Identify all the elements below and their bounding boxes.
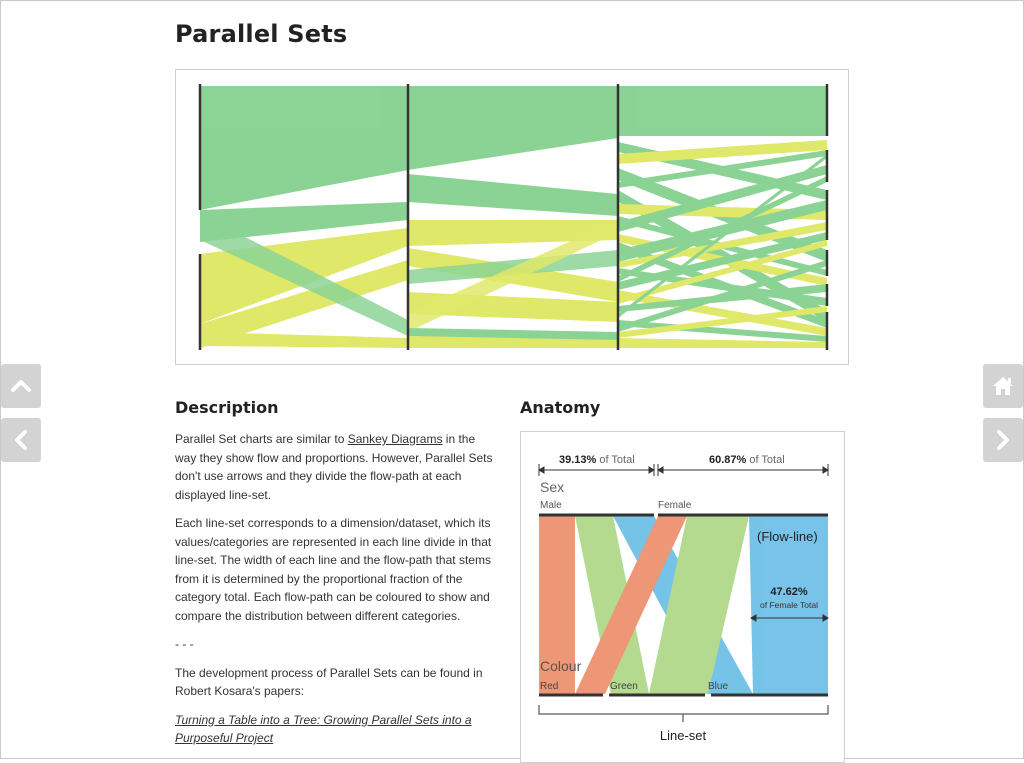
flow-path xyxy=(408,86,618,170)
left-percentage: 39.13% of Total xyxy=(559,454,635,466)
home-icon xyxy=(990,373,1016,399)
home-button[interactable] xyxy=(983,364,1023,408)
category-female-label: Female xyxy=(658,500,692,511)
arrow-head xyxy=(539,467,544,473)
arrow-head xyxy=(658,467,663,473)
category-green-label: Green xyxy=(610,681,638,692)
flow-line-label: (Flow-line) xyxy=(757,529,818,544)
dimension-colour-label: Colour xyxy=(540,658,582,674)
description-paragraph: The development process of Parallel Sets can be found in Robert Kosara's papers: xyxy=(175,665,483,698)
category-male-label: Male xyxy=(540,500,562,511)
description-body xyxy=(175,430,497,758)
chevron-up-icon xyxy=(9,374,33,398)
text: in the way they show flow and proportions. However, Parallel Sets don't use arrows and they divide the flow-path at each displayed line-set. xyxy=(175,432,493,502)
arrow-head xyxy=(649,467,654,473)
chevron-right-icon xyxy=(991,428,1015,452)
sankey-diagrams-link[interactable]: Sankey Diagrams xyxy=(347,432,443,446)
description-paragraph: Each line-set corresponds to a dimension/dataset, which its values/categories are represented in each line divide in that line-set. The width of each line and the flow-path that stems from it is determined by the proportional fraction of the category total. Each flow-path can be coloured to show and compare the distribution between different categories. xyxy=(175,516,492,623)
dimension-sex-label: Sex xyxy=(540,479,565,495)
description-paragraph xyxy=(175,430,497,504)
next-button[interactable] xyxy=(983,418,1023,462)
flow-path xyxy=(200,332,408,348)
anatomy-diagram xyxy=(520,431,845,763)
right-percentage: 60.87% of Total xyxy=(709,454,785,466)
anatomy-heading: Anatomy xyxy=(520,398,601,417)
parallel-sets-graphic xyxy=(176,70,848,364)
female-percentage: 47.62% xyxy=(770,586,808,598)
anatomy-graphic xyxy=(521,432,844,762)
category-red-label: Red xyxy=(540,681,559,692)
paper-entry xyxy=(175,711,497,748)
lineset-label: Line-set xyxy=(659,728,707,743)
paper-link[interactable]: Turning a Table into a Tree: Growing Parallel Sets into a Purposeful Project xyxy=(175,712,472,745)
chevron-left-icon xyxy=(9,428,33,452)
flow-path xyxy=(408,174,618,216)
description-heading: Description xyxy=(175,398,279,417)
female-percentage-caption: of Female Total xyxy=(760,600,818,610)
lineset-bracket xyxy=(539,705,828,714)
flow-path xyxy=(618,86,827,136)
flow-path xyxy=(200,86,408,210)
category-blue-label: Blue xyxy=(708,681,729,692)
arrow-head xyxy=(823,467,828,473)
separator: - - - xyxy=(175,637,194,651)
parallel-sets-chart xyxy=(175,69,849,365)
previous-button[interactable] xyxy=(1,418,41,462)
scroll-up-button[interactable] xyxy=(1,364,41,408)
page-title: Parallel Sets xyxy=(175,20,348,48)
text: Parallel Set charts are similar to xyxy=(175,432,348,446)
